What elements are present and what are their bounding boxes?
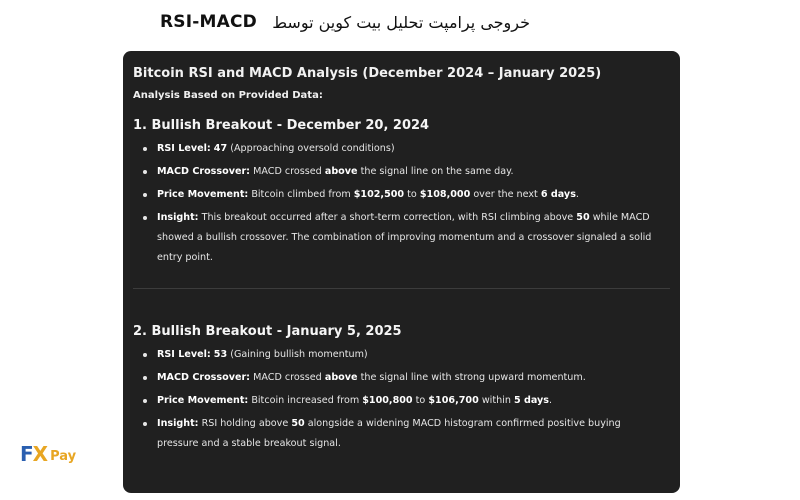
rsi-note: (Approaching oversold conditions) bbox=[230, 143, 395, 154]
section-2-bullets bbox=[133, 345, 670, 454]
list-item bbox=[157, 185, 670, 205]
insight-label: Insight: bbox=[157, 212, 199, 223]
macd-text-post: the signal line with strong upward momentum. bbox=[360, 372, 586, 383]
macd-label: MACD Crossover: bbox=[157, 166, 251, 177]
price-to-word: to bbox=[415, 395, 426, 406]
list-item bbox=[157, 139, 670, 159]
chat-response-panel bbox=[123, 51, 680, 493]
macd-label: MACD Crossover: bbox=[157, 372, 251, 383]
price-label: Price Movement: bbox=[157, 395, 249, 406]
macd-text-pre: MACD crossed bbox=[253, 372, 322, 383]
insight-text-post: alongside a widening MACD histogram confirmed positive buying pressure and a stable breakout signal. bbox=[157, 418, 621, 449]
list-item bbox=[157, 162, 670, 182]
macd-text-post: the signal line on the same day. bbox=[360, 166, 514, 177]
section-2-title: 2. Bullish Breakout - January 5, 2025 bbox=[133, 324, 402, 339]
macd-text-bold: above bbox=[324, 166, 358, 177]
list-item bbox=[157, 391, 670, 411]
macd-text-bold: above bbox=[324, 372, 358, 383]
insight-text-bold: 50 bbox=[291, 418, 305, 429]
rsi-value: 53 bbox=[213, 349, 228, 360]
rsi-label: RSI Level: bbox=[157, 349, 211, 360]
price-to: $108,000 bbox=[419, 189, 471, 200]
price-days: 5 days bbox=[513, 395, 550, 406]
insight-text-pre: RSI holding above bbox=[201, 418, 289, 429]
response-title: Bitcoin RSI and MACD Analysis (December 2024 – January 2025) bbox=[133, 66, 602, 81]
list-item bbox=[157, 208, 670, 268]
price-text-mid: over the next bbox=[473, 189, 538, 200]
price-label: Price Movement: bbox=[157, 189, 249, 200]
section-1-title: 1. Bullish Breakout - December 20, 2024 bbox=[133, 118, 430, 133]
price-from: $102,500 bbox=[353, 189, 405, 200]
price-text-pre: Bitcoin climbed from bbox=[251, 189, 351, 200]
logo-pay-text: Pay bbox=[50, 448, 77, 464]
price-from: $100,800 bbox=[362, 395, 413, 406]
price-to-word: to bbox=[407, 189, 417, 200]
rsi-label: RSI Level: bbox=[157, 143, 211, 154]
insight-text-bold: 50 bbox=[576, 212, 590, 223]
fxpay-logo-mark bbox=[20, 442, 47, 466]
price-text-mid: within bbox=[481, 395, 511, 406]
fxpay-logo bbox=[20, 441, 76, 467]
caption-farsi-text: خروجی پرامپت تحلیل بیت کوین توسط bbox=[272, 12, 530, 32]
section-divider bbox=[133, 288, 670, 289]
list-item bbox=[157, 414, 670, 454]
price-to: $106,700 bbox=[428, 395, 479, 406]
insight-label: Insight: bbox=[157, 418, 199, 429]
logo-letter-f: F bbox=[20, 442, 33, 466]
insight-text-pre: This breakout occurred after a short-term correction, with RSI climbing above bbox=[201, 212, 574, 223]
list-item bbox=[157, 345, 670, 365]
rsi-note: (Gaining bullish momentum) bbox=[230, 349, 368, 360]
price-end: . bbox=[549, 395, 553, 406]
price-text-pre: Bitcoin increased from bbox=[251, 395, 360, 406]
caption-latin-text: RSI-MACD bbox=[160, 12, 257, 32]
response-subtitle: Analysis Based on Provided Data: bbox=[133, 90, 323, 101]
rsi-value: 47 bbox=[213, 143, 228, 154]
image-caption bbox=[160, 8, 530, 36]
insight-text-post: while MACD showed a bullish crossover. The combination of improving momentum and a crossover signaled a solid entry point. bbox=[157, 212, 652, 263]
price-end: . bbox=[575, 189, 579, 200]
list-item bbox=[157, 368, 670, 388]
logo-letter-x: X bbox=[32, 442, 48, 466]
macd-text-pre: MACD crossed bbox=[253, 166, 322, 177]
section-1-bullets bbox=[133, 139, 670, 268]
price-days: 6 days bbox=[540, 189, 576, 200]
